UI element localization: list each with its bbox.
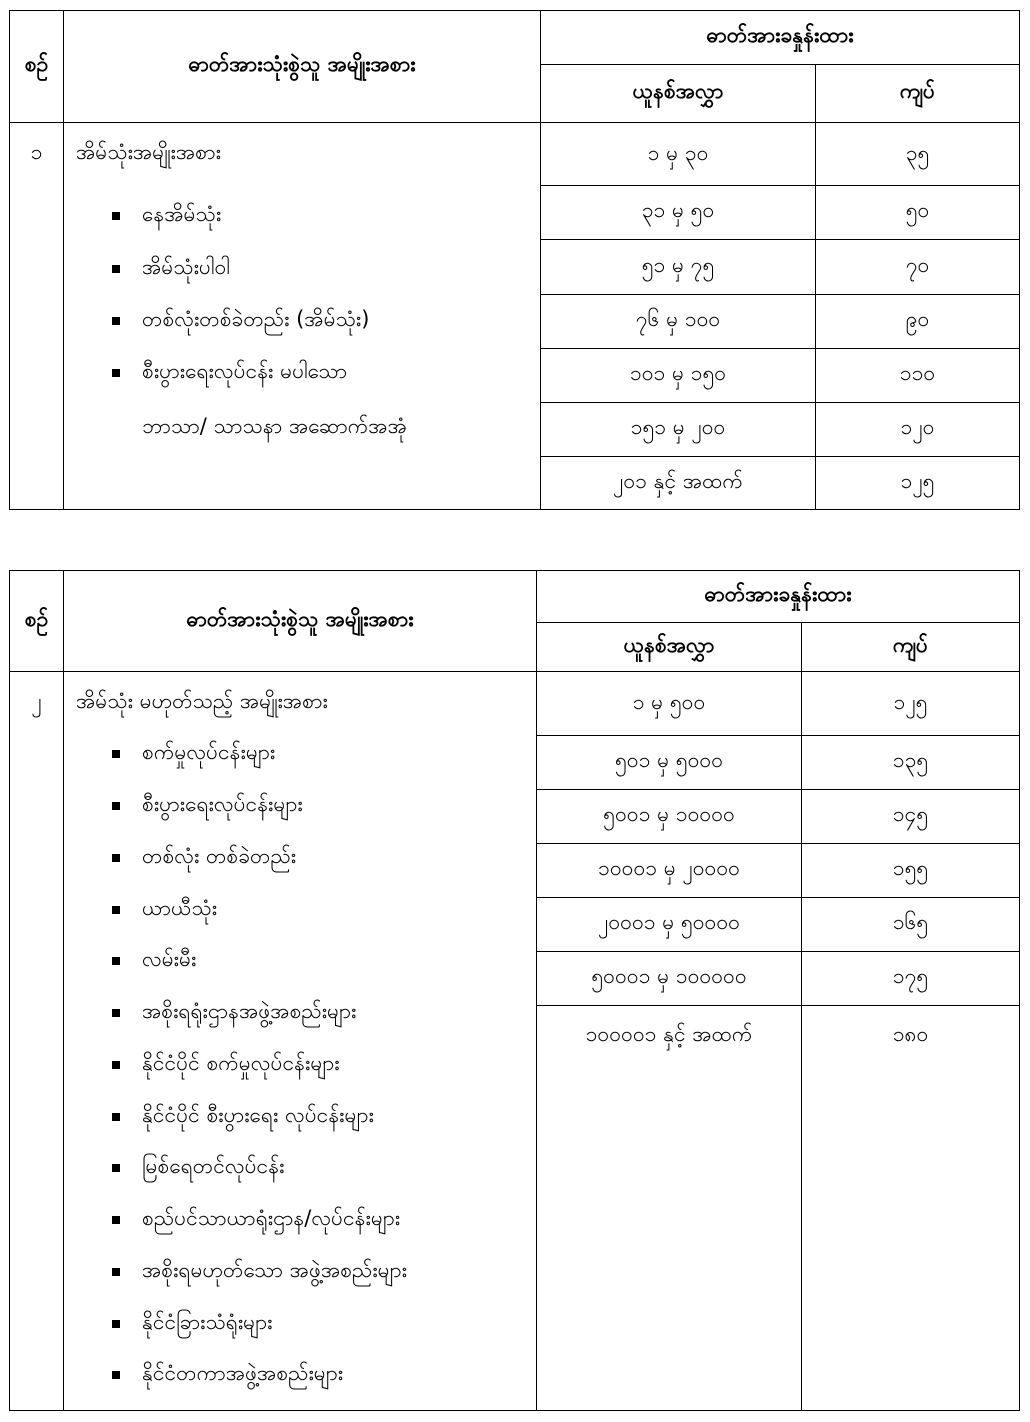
header-kyat: ကျပ် <box>899 79 936 103</box>
kyat-cell: ၁၆၅ <box>892 910 929 934</box>
list-item <box>112 1351 343 1399</box>
bullet-icon <box>112 369 120 377</box>
bullet-icon <box>112 750 120 758</box>
bullet-icon <box>112 906 120 914</box>
units-cell: ၅၀၀၁ မှ ၁၀၀၀၀ <box>603 802 735 826</box>
list-item-continuation <box>112 403 407 453</box>
list-item <box>112 937 196 985</box>
units-cell: ၇၆ မှ ၁၀၀ <box>635 307 721 331</box>
header-serial: စဉ် <box>24 52 49 76</box>
list-item-label: မြစ်ရေတင်လုပ်ငန်း <box>142 1153 285 1178</box>
list-item <box>112 834 296 882</box>
list-item <box>112 296 369 346</box>
list-item <box>112 1300 272 1348</box>
list-item <box>112 1093 374 1141</box>
tariff-table-1 <box>9 10 1020 510</box>
bullet-icon <box>112 1216 120 1224</box>
bullet-icon <box>112 317 120 325</box>
list-item <box>112 1041 340 1089</box>
row-divider <box>536 1005 1019 1006</box>
units-cell: ၅၀၀၀၁ မှ ၁၀၀၀၀၀ <box>591 964 747 988</box>
list-item-label: အစိုးရမဟုတ်သော အဖွဲ့အစည်းများ <box>142 1257 407 1282</box>
kyat-cell: ၇၀ <box>905 252 930 277</box>
header-kyat: ကျပ် <box>892 632 929 657</box>
kyat-cell: ၁၁၀ <box>899 361 936 385</box>
kyat-cell: ၁၇၅ <box>892 964 929 988</box>
bullet-icon <box>112 854 120 862</box>
units-cell: ၁၀၁ မှ ၁၅၀ <box>629 361 727 385</box>
units-cell: ၂၀၀၀၁ မှ ၅၀၀၀၀ <box>598 910 740 934</box>
list-item <box>112 1144 284 1192</box>
header-divider <box>10 122 1019 123</box>
list-item-label: နေအိမ်သုံး <box>142 201 222 226</box>
bullet-icon <box>112 1061 120 1069</box>
list-item-label: တစ်လုံးတစ်ခဲတည်း (အိမ်သုံး) <box>142 306 370 331</box>
list-item-label: ယာယီသုံး <box>142 895 218 920</box>
list-item <box>112 244 230 294</box>
list-item-label: အစိုးရရုံးဌာနအဖွဲ့အစည်းများ <box>142 998 357 1023</box>
bullet-icon <box>112 1268 120 1276</box>
bullet-icon <box>112 1009 120 1017</box>
row-serial: ၂ <box>31 688 42 713</box>
bullet-icon <box>112 265 120 273</box>
units-cell: ၅၀၁ မှ ၅၀၀၀ <box>614 748 724 772</box>
units-cell: ၁ မှ ၅၀၀ <box>632 690 706 714</box>
list-item-label: နိုင်ငံပိုင် စီးပွားရေး လုပ်ငန်းများ <box>142 1102 374 1127</box>
row-serial: ၁ <box>30 139 43 164</box>
bullet-icon <box>112 1320 120 1328</box>
kyat-cell: ၉၀ <box>905 307 930 331</box>
header-units: ယူနစ်အလွှာ <box>632 79 724 103</box>
bullet-icon <box>112 1164 120 1172</box>
list-item <box>112 782 303 830</box>
bullet-icon <box>112 212 120 220</box>
header-divider <box>10 671 1019 672</box>
kyat-cell: ၃၅ <box>905 140 930 165</box>
header-serial: စဉ် <box>24 606 49 631</box>
list-item-label: ဘာသာ/ သာသနာ အဆောက်အအုံ <box>142 413 407 438</box>
header-consumer-type: ဓာတ်အားသုံးစွဲသူ အမျိုးအစား <box>188 52 416 76</box>
kyat-cell: ၁၂၅ <box>900 468 935 493</box>
bullet-icon <box>112 1113 120 1121</box>
list-item-label: စက်မှုလုပ်ငန်းများ <box>142 739 276 764</box>
units-cell: ၂၀၁ နှင့် အထက် <box>613 468 743 493</box>
list-item <box>112 1248 407 1296</box>
header-units: ယူနစ်အလွှာ <box>623 632 715 657</box>
bullet-icon <box>112 957 120 965</box>
tariff-table-2 <box>9 570 1020 1411</box>
kyat-cell: ၁၈၀ <box>892 1021 929 1046</box>
list-item <box>112 1196 400 1244</box>
kyat-cell: ၁၂၅ <box>893 690 928 714</box>
list-item <box>112 989 356 1037</box>
units-cell: ၅၁ မှ ၇၅ <box>641 252 715 277</box>
list-item <box>112 191 221 241</box>
list-item-label: တစ်လုံး တစ်ခဲတည်း <box>142 843 297 868</box>
kyat-cell: ၁၅၅ <box>892 856 929 880</box>
list-item-label: စီးပွားရေးလုပ်ငန်းများ <box>142 791 303 816</box>
units-cell: ၁၅၁ မှ ၂၀၀ <box>630 415 726 439</box>
units-cell: ၃၁ မှ ၅၀ <box>641 198 715 222</box>
bullet-icon <box>112 1371 120 1379</box>
units-cell: ၁၀၀၀၁ မှ ၂၀၀၀၀ <box>598 856 740 880</box>
list-item <box>112 730 275 778</box>
category-label: အိမ်သုံး မဟုတ်သည့် အမျိုးအစား <box>76 688 328 713</box>
bullet-icon <box>112 802 120 810</box>
list-item <box>112 348 347 398</box>
header-rate: ဓာတ်အားခနှုန်းထား <box>704 582 852 606</box>
list-item-label: နိုင်ငံတကာအဖွဲ့အစည်းများ <box>142 1360 344 1385</box>
kyat-cell: ၁၄၅ <box>892 802 929 826</box>
list-item-label: စည်ပင်သာယာရုံးဌာန/လုပ်ငန်းများ <box>142 1205 401 1230</box>
units-cell: ၁၀၀၀၀၁ နှင့် အထက် <box>585 1021 753 1046</box>
kyat-cell: ၁၂၀ <box>900 415 935 439</box>
header-consumer-type: ဓာတ်အားသုံးစွဲသူ အမျိုးအစား <box>186 606 414 631</box>
header-rate: ဓာတ်အားခနှုန်းထား <box>706 23 854 47</box>
list-item-label: လမ်းမီး <box>142 946 197 971</box>
kyat-cell: ၅၀ <box>905 198 930 222</box>
list-item-label: အိမ်သုံးပါဝါ <box>142 254 230 279</box>
list-item-label: နိုင်ငံခြားသံရုံးများ <box>142 1309 273 1334</box>
list-item-label: စီးပွားရေးလုပ်ငန်း မပါသော <box>142 358 348 383</box>
list-item-label: နိုင်ငံပိုင် စက်မှုလုပ်ငန်းများ <box>142 1050 340 1075</box>
col-divider <box>63 571 64 1410</box>
units-cell: ၁ မှ ၃၀ <box>647 140 709 165</box>
category-label: အိမ်သုံးအမျိုးအစား <box>76 139 221 164</box>
kyat-cell: ၁၃၅ <box>892 748 929 772</box>
list-item <box>112 886 217 934</box>
